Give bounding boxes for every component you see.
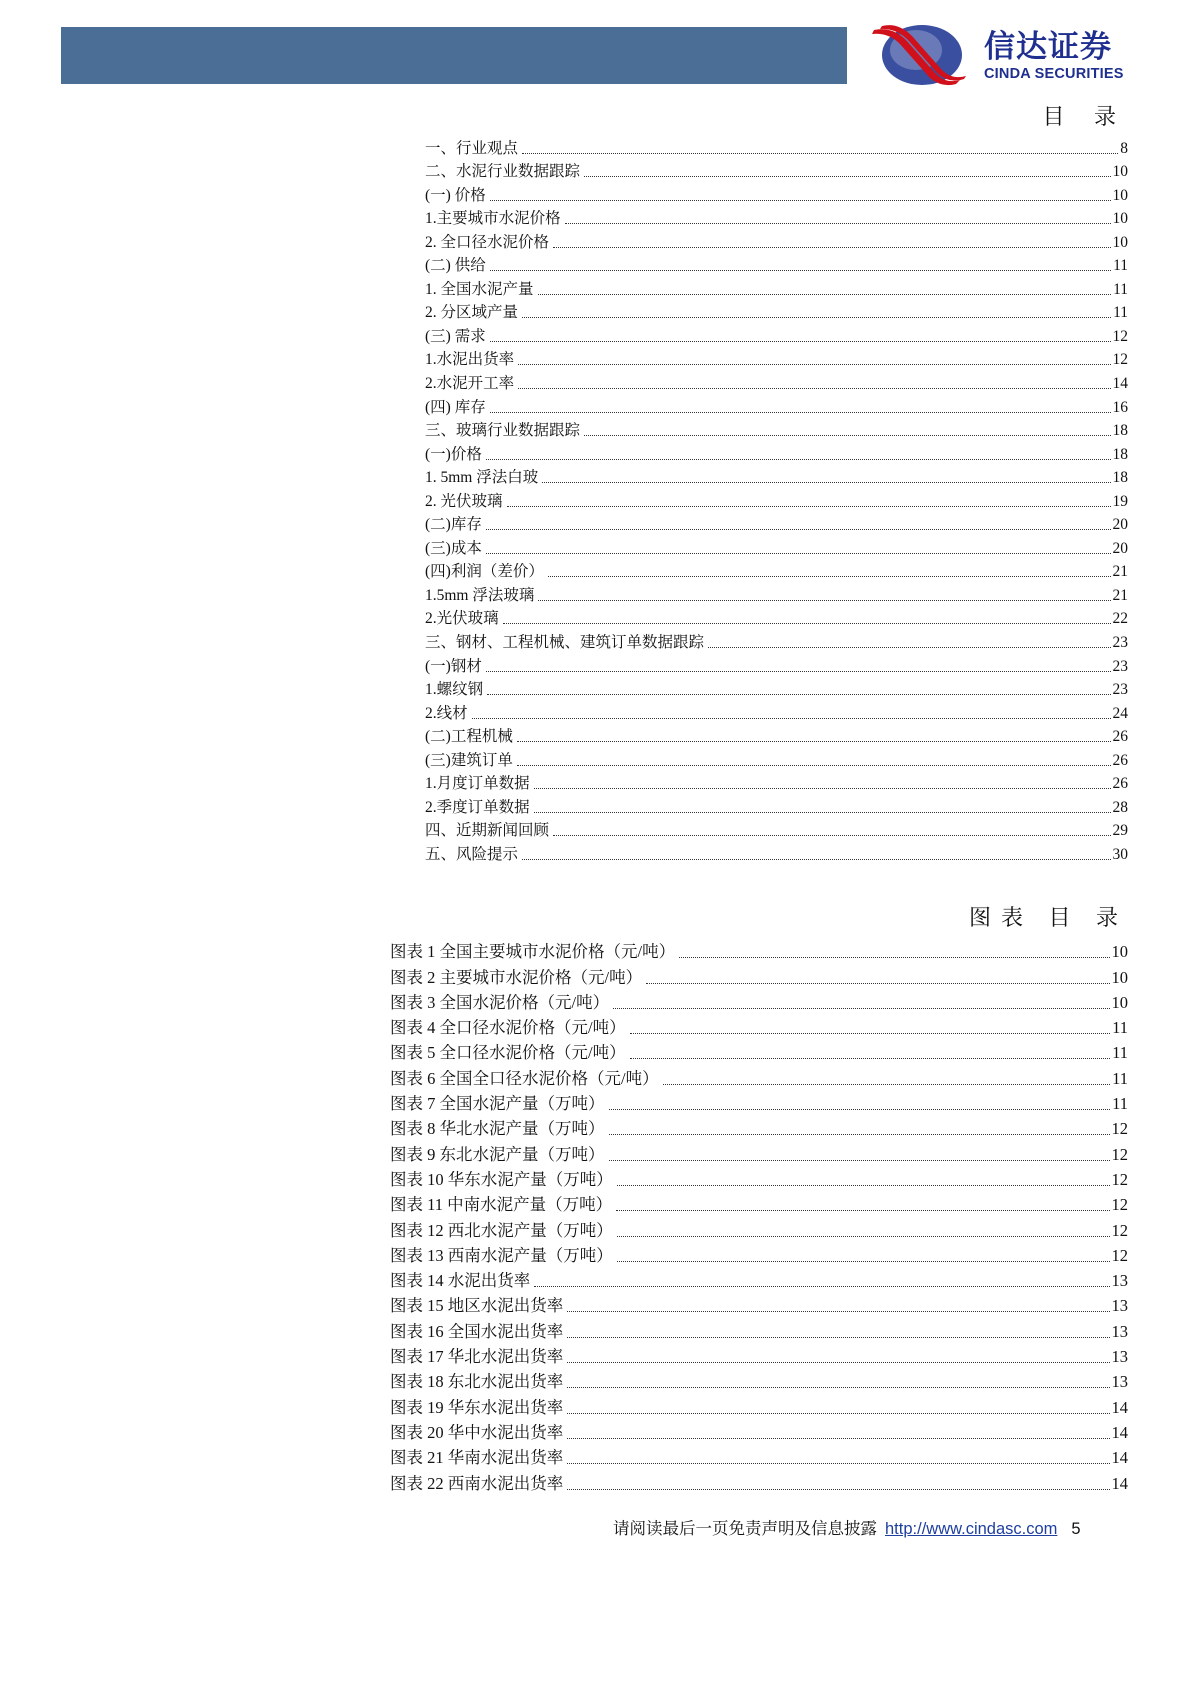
entry-page-number: 8 (1120, 139, 1128, 157)
entry-label: 2.光伏玻璃 (425, 610, 499, 628)
toc-entry[interactable] (425, 652, 1128, 676)
figure-entry[interactable] (390, 1190, 1128, 1215)
entry-label: 三、钢材、工程机械、建筑订单数据跟踪 (425, 634, 705, 652)
entry-page-number: 14 (1111, 1448, 1128, 1468)
dot-leader (490, 270, 1111, 271)
figure-entry[interactable] (390, 1241, 1128, 1266)
entry-page-number: 11 (1112, 1094, 1128, 1114)
toc-entry[interactable] (425, 605, 1128, 629)
entry-page-number: 26 (1112, 751, 1128, 769)
entry-label: 2.水泥开工率 (425, 375, 515, 393)
entry-label: 图表 11 中南水泥产量（万吨） (390, 1195, 613, 1215)
dot-leader (486, 459, 1111, 460)
entry-page-number: 16 (1112, 398, 1128, 416)
entry-page-number: 22 (1112, 610, 1128, 628)
figure-entry[interactable] (390, 1266, 1128, 1291)
entry-page-number: 26 (1112, 728, 1128, 746)
dot-leader (517, 741, 1111, 742)
figure-entry[interactable] (390, 1443, 1128, 1468)
entry-page-number: 12 (1111, 1245, 1128, 1265)
toc-entry[interactable] (425, 464, 1128, 488)
dot-leader (617, 1236, 1110, 1237)
entry-page-number: 18 (1112, 422, 1128, 440)
figure-entry[interactable] (390, 1342, 1128, 1367)
dot-leader (490, 412, 1111, 413)
figure-entry[interactable] (390, 1291, 1128, 1316)
entry-label: 图表 12 西北水泥产量（万吨） (390, 1220, 613, 1240)
figure-entry[interactable] (390, 1114, 1128, 1139)
toc-entry[interactable] (425, 511, 1128, 535)
entry-label: (三)建筑订单 (425, 751, 513, 769)
figure-entry[interactable] (390, 937, 1128, 962)
entry-label: 图表 22 西南水泥出货率 (390, 1473, 564, 1493)
entry-label: 图表 5 全口径水泥价格（元/吨） (390, 1043, 626, 1063)
entry-page-number: 10 (1111, 942, 1128, 962)
dot-leader (518, 364, 1110, 365)
toc-entry[interactable] (425, 746, 1128, 770)
toc-entry[interactable] (425, 134, 1128, 158)
entry-label: 图表 13 西南水泥产量（万吨） (390, 1245, 613, 1265)
footer-website-link[interactable]: http://www.cindasc.com (885, 1520, 1058, 1538)
entry-label: 图表 14 水泥出货率 (390, 1271, 531, 1291)
dot-leader (486, 529, 1111, 530)
dot-leader (548, 576, 1111, 577)
toc-entry[interactable] (425, 228, 1128, 252)
dot-leader (567, 1387, 1109, 1388)
entry-page-number: 13 (1111, 1372, 1128, 1392)
dot-leader (567, 1337, 1109, 1338)
entry-page-number: 10 (1111, 992, 1128, 1012)
entry-page-number: 23 (1112, 657, 1128, 675)
dot-leader (567, 1362, 1109, 1363)
entry-label: 图表 10 华东水泥产量（万吨） (390, 1169, 613, 1189)
dot-leader (553, 247, 1110, 248)
dot-leader (503, 623, 1111, 624)
figure-entry[interactable] (390, 1063, 1128, 1088)
entry-page-number: 23 (1112, 634, 1128, 652)
entry-page-number: 11 (1113, 304, 1128, 322)
figure-entry[interactable] (390, 1139, 1128, 1164)
entry-label: 1.螺纹钢 (425, 681, 484, 699)
header-bar (61, 27, 847, 84)
entry-page-number: 10 (1112, 186, 1128, 204)
dot-leader (663, 1084, 1111, 1085)
dot-leader (486, 671, 1111, 672)
toc-entry[interactable] (425, 817, 1128, 841)
entry-label: (一)钢材 (425, 657, 482, 675)
entry-page-number: 28 (1112, 798, 1128, 816)
toc-entry[interactable] (425, 534, 1128, 558)
figure-entry[interactable] (390, 1367, 1128, 1392)
entry-page-number: 13 (1111, 1321, 1128, 1341)
entry-label: (四)利润（差价） (425, 563, 544, 581)
entry-page-number: 13 (1111, 1296, 1128, 1316)
entry-page-number: 10 (1112, 163, 1128, 181)
entry-label: 三、玻璃行业数据跟踪 (425, 422, 581, 440)
entry-page-number: 29 (1112, 822, 1128, 840)
entry-page-number: 18 (1112, 469, 1128, 487)
cinda-logo-icon (872, 24, 968, 86)
toc-entry[interactable] (425, 205, 1128, 229)
entry-label: 图表 15 地区水泥出货率 (390, 1296, 564, 1316)
entry-label: 图表 21 华南水泥出货率 (390, 1448, 564, 1468)
figure-entry[interactable] (390, 1418, 1128, 1443)
entry-label: 2. 全口径水泥价格 (425, 233, 550, 251)
dot-leader (490, 341, 1111, 342)
entry-label: (二) 供给 (425, 257, 486, 275)
dot-leader (490, 200, 1111, 201)
figure-entry[interactable] (390, 1468, 1128, 1493)
dot-leader (617, 1185, 1110, 1186)
entry-page-number: 11 (1112, 1068, 1128, 1088)
toc-title: 目 录 (1042, 104, 1128, 129)
dot-leader (522, 153, 1118, 154)
entry-label: (四) 库存 (425, 398, 486, 416)
entry-label: 图表 9 东北水泥产量（万吨） (390, 1144, 605, 1164)
entry-label: (三) 需求 (425, 327, 486, 345)
entry-page-number: 19 (1112, 492, 1128, 510)
entry-page-number: 11 (1112, 1018, 1128, 1038)
entry-label: (三)成本 (425, 539, 482, 557)
dot-leader (534, 1286, 1109, 1287)
dot-leader (534, 788, 1111, 789)
entry-page-number: 12 (1111, 1119, 1128, 1139)
entry-label: 四、近期新闻回顾 (425, 822, 550, 840)
dot-leader (616, 1210, 1109, 1211)
dot-leader (472, 718, 1111, 719)
toc-entry[interactable] (425, 487, 1128, 511)
dot-leader (507, 506, 1111, 507)
toc-entry[interactable] (425, 558, 1128, 582)
entry-label: 图表 1 全国主要城市水泥价格（元/吨） (390, 942, 676, 962)
entry-page-number: 21 (1112, 586, 1128, 604)
entry-label: 2. 分区域产量 (425, 304, 519, 322)
entry-label: 图表 3 全国水泥价格（元/吨） (390, 992, 610, 1012)
entry-label: (二)工程机械 (425, 728, 513, 746)
entry-label: 图表 7 全国水泥产量（万吨） (390, 1094, 605, 1114)
entry-label: 五、风险提示 (425, 845, 519, 863)
entry-label: 1.月度订单数据 (425, 775, 530, 793)
entry-label: 图表 4 全口径水泥价格（元/吨） (390, 1018, 626, 1038)
dot-leader (522, 317, 1111, 318)
entry-label: (一) 价格 (425, 186, 486, 204)
toc-entry[interactable] (425, 676, 1128, 700)
toc-entry[interactable] (425, 158, 1128, 182)
page-number: 5 (1071, 1520, 1081, 1538)
entry-page-number: 20 (1112, 516, 1128, 534)
entry-label: 图表 8 华北水泥产量（万吨） (390, 1119, 605, 1139)
entry-page-number: 10 (1112, 210, 1128, 228)
entry-page-number: 13 (1111, 1271, 1128, 1291)
dot-leader (609, 1134, 1110, 1135)
entry-page-number: 24 (1112, 704, 1128, 722)
dot-leader (567, 1463, 1109, 1464)
entry-label: 2. 光伏玻璃 (425, 492, 503, 510)
dot-leader (553, 835, 1110, 836)
entry-label: 1. 全国水泥产量 (425, 280, 534, 298)
entry-page-number: 13 (1111, 1347, 1128, 1367)
entry-label: (一)价格 (425, 445, 482, 463)
entry-page-number: 12 (1111, 1169, 1128, 1189)
footer (613, 1515, 1081, 1539)
dot-leader (584, 435, 1110, 436)
entry-page-number: 11 (1113, 280, 1128, 298)
entry-label: 1. 5mm 浮法白玻 (425, 469, 539, 487)
figure-entry[interactable] (390, 1215, 1128, 1240)
toc-entry[interactable] (425, 770, 1128, 794)
figure-entry[interactable] (390, 962, 1128, 987)
entry-page-number: 12 (1112, 351, 1128, 369)
toc-entry[interactable] (425, 322, 1128, 346)
entry-page-number: 12 (1112, 327, 1128, 345)
entry-page-number: 30 (1112, 845, 1128, 863)
entry-page-number: 26 (1112, 775, 1128, 793)
figure-entry[interactable] (390, 1038, 1128, 1063)
entry-page-number: 14 (1111, 1473, 1128, 1493)
dot-leader (538, 600, 1110, 601)
figure-entry[interactable] (390, 1165, 1128, 1190)
entry-label: 图表 16 全国水泥出货率 (390, 1321, 564, 1341)
toc-entry[interactable] (425, 417, 1128, 441)
dot-leader (538, 294, 1112, 295)
dot-leader (567, 1311, 1109, 1312)
entry-page-number: 11 (1113, 257, 1128, 275)
dot-leader (565, 223, 1111, 224)
toc-entry[interactable] (425, 793, 1128, 817)
dot-leader (567, 1413, 1109, 1414)
dot-leader (646, 983, 1109, 984)
entry-label: 图表 20 华中水泥出货率 (390, 1422, 564, 1442)
entry-page-number: 12 (1111, 1144, 1128, 1164)
toc-entry[interactable] (425, 346, 1128, 370)
entry-page-number: 23 (1112, 681, 1128, 699)
entry-page-number: 14 (1111, 1422, 1128, 1442)
toc-entry[interactable] (425, 275, 1128, 299)
figure-entry[interactable] (390, 988, 1128, 1013)
toc-entry[interactable] (425, 699, 1128, 723)
entry-label: 一、行业观点 (425, 139, 519, 157)
figure-entry[interactable] (390, 1316, 1128, 1341)
entry-label: (二)库存 (425, 516, 482, 534)
dot-leader (630, 1033, 1111, 1034)
entry-label: 2.线材 (425, 704, 468, 722)
toc-entry[interactable] (425, 581, 1128, 605)
entry-page-number: 14 (1112, 375, 1128, 393)
dot-leader (609, 1160, 1110, 1161)
entry-page-number: 21 (1112, 563, 1128, 581)
entry-page-number: 10 (1112, 233, 1128, 251)
dot-leader (613, 1008, 1109, 1009)
entry-label: 图表 2 主要城市水泥价格（元/吨） (390, 967, 643, 987)
toc-entry[interactable] (425, 840, 1128, 864)
dot-leader (630, 1058, 1111, 1059)
dot-leader (518, 388, 1110, 389)
dot-leader (487, 694, 1110, 695)
dot-leader (679, 957, 1109, 958)
entry-label: 二、水泥行业数据跟踪 (425, 163, 581, 181)
logo-chinese-text: 信达证券 (984, 29, 1112, 65)
figures-toc-title: 图表 目 录 (968, 905, 1128, 930)
entry-label: 1.水泥出货率 (425, 351, 515, 369)
toc-entry[interactable] (425, 628, 1128, 652)
dot-leader (517, 765, 1111, 766)
table-of-contents (425, 134, 1128, 864)
dot-leader (567, 1489, 1109, 1490)
entry-label: 1.主要城市水泥价格 (425, 210, 561, 228)
entry-page-number: 18 (1112, 445, 1128, 463)
toc-entry[interactable] (425, 181, 1128, 205)
entry-label: 图表 19 华东水泥出货率 (390, 1397, 564, 1417)
figure-entry[interactable] (390, 1392, 1128, 1417)
entry-page-number: 20 (1112, 539, 1128, 557)
dot-leader (617, 1261, 1110, 1262)
entry-page-number: 12 (1111, 1220, 1128, 1240)
dot-leader (584, 176, 1110, 177)
figures-table-of-contents (390, 937, 1128, 1494)
toc-entry[interactable] (425, 723, 1128, 747)
entry-page-number: 11 (1112, 1043, 1128, 1063)
toc-entry[interactable] (425, 440, 1128, 464)
entry-label: 图表 17 华北水泥出货率 (390, 1347, 564, 1367)
entry-label: 1.5mm 浮法玻璃 (425, 586, 535, 604)
entry-page-number: 12 (1111, 1195, 1128, 1215)
toc-entry[interactable] (425, 299, 1128, 323)
entry-page-number: 14 (1111, 1397, 1128, 1417)
figure-entry[interactable] (390, 1013, 1128, 1038)
figure-entry[interactable] (390, 1089, 1128, 1114)
toc-entry[interactable] (425, 369, 1128, 393)
entry-label: 2.季度订单数据 (425, 798, 530, 816)
dot-leader (542, 482, 1110, 483)
entry-label: 图表 18 东北水泥出货率 (390, 1372, 564, 1392)
dot-leader (522, 859, 1110, 860)
dot-leader (609, 1109, 1111, 1110)
dot-leader (534, 812, 1111, 813)
dot-leader (708, 647, 1110, 648)
entry-page-number: 10 (1111, 967, 1128, 987)
toc-entry[interactable] (425, 393, 1128, 417)
dot-leader (567, 1438, 1109, 1439)
toc-entry[interactable] (425, 252, 1128, 276)
footer-disclaimer: 请阅读最后一页免责声明及信息披露 (613, 1519, 877, 1538)
dot-leader (486, 553, 1111, 554)
entry-label: 图表 6 全国全口径水泥价格（元/吨） (390, 1068, 659, 1088)
logo-english-text: CINDA SECURITIES (984, 66, 1124, 82)
